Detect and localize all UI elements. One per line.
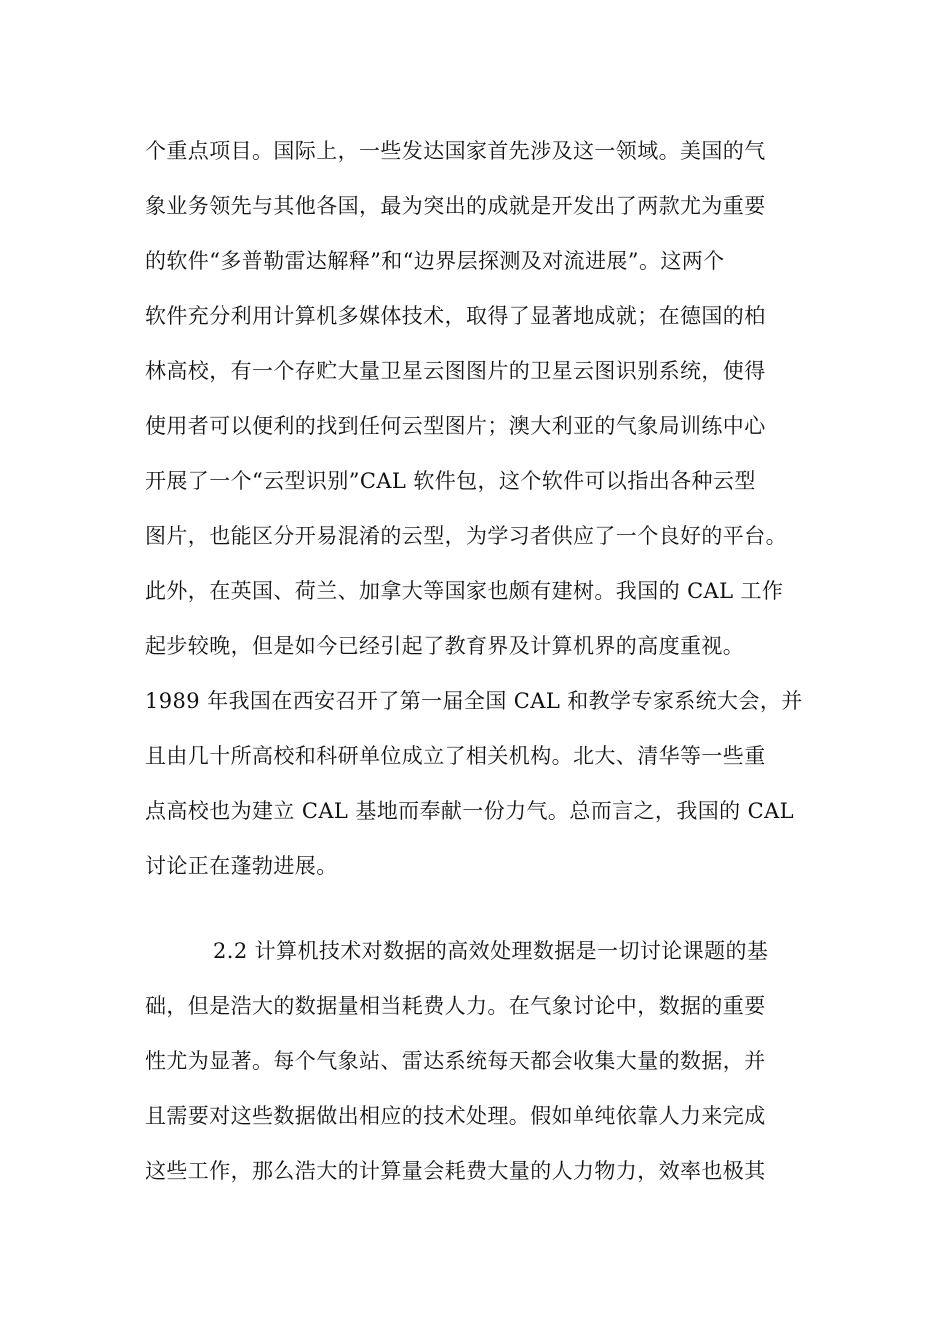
text-line: 且需要对这些数据做出相应的技术处理。假如单纯依靠人力来完成 [145,1104,766,1128]
text-line: 个重点项目。国际上，一些发达国家首先涉及这一领域。美国的气 [145,139,766,163]
text-line: 象业务领先与其他各国，最为突出的成就是开发出了两款尤为重要 [145,194,766,218]
text-line: 的软件“多普勒雷达解释”和“边界层探测及对流进展”。这两个 [145,249,725,273]
text-line: 图片，也能区分开易混淆的云型，为学习者供应了一个良好的平台。 [145,524,787,548]
text-line: 2.2 计算机技术对数据的高效处理数据是一切讨论课题的基 [213,939,769,963]
text-line: 这些工作，那么浩大的计算量会耗费大量的人力物力，效率也极其 [145,1159,766,1183]
text-line: 开展了一个“云型识别”CAL 软件包，这个软件可以指出各种云型 [145,469,756,493]
text-line: 1989 年我国在西安召开了第一届全国 CAL 和教学专家系统大会，并 [145,689,803,713]
text-line: 使用者可以便利的找到任何云型图片；澳大利亚的气象局训练中心 [145,414,766,438]
text-line: 性尤为显著。每个气象站、雷达系统每天都会收集大量的数据，并 [145,1049,766,1073]
text-line: 林高校，有一个存贮大量卫星云图图片的卫星云图识别系统，使得 [145,359,766,383]
text-line: 此外，在英国、荷兰、加拿大等国家也颇有建树。我国的 CAL 工作 [145,579,784,603]
text-line: 且由几十所高校和科研单位成立了相关机构。北大、清华等一些重 [145,744,766,768]
text-line: 础，但是浩大的数据量相当耗费人力。在气象讨论中，数据的重要 [145,994,766,1018]
text-line: 软件充分利用计算机多媒体技术，取得了显著地成就；在德国的柏 [145,304,766,328]
text-line: 点高校也为建立 CAL 基地而奉献一份力气。总而言之，我国的 CAL [145,799,794,823]
text-line: 起步较晚，但是如今已经引起了教育界及计算机界的高度重视。 [145,634,745,658]
text-line: 讨论正在蓬勃进展。 [145,854,338,878]
